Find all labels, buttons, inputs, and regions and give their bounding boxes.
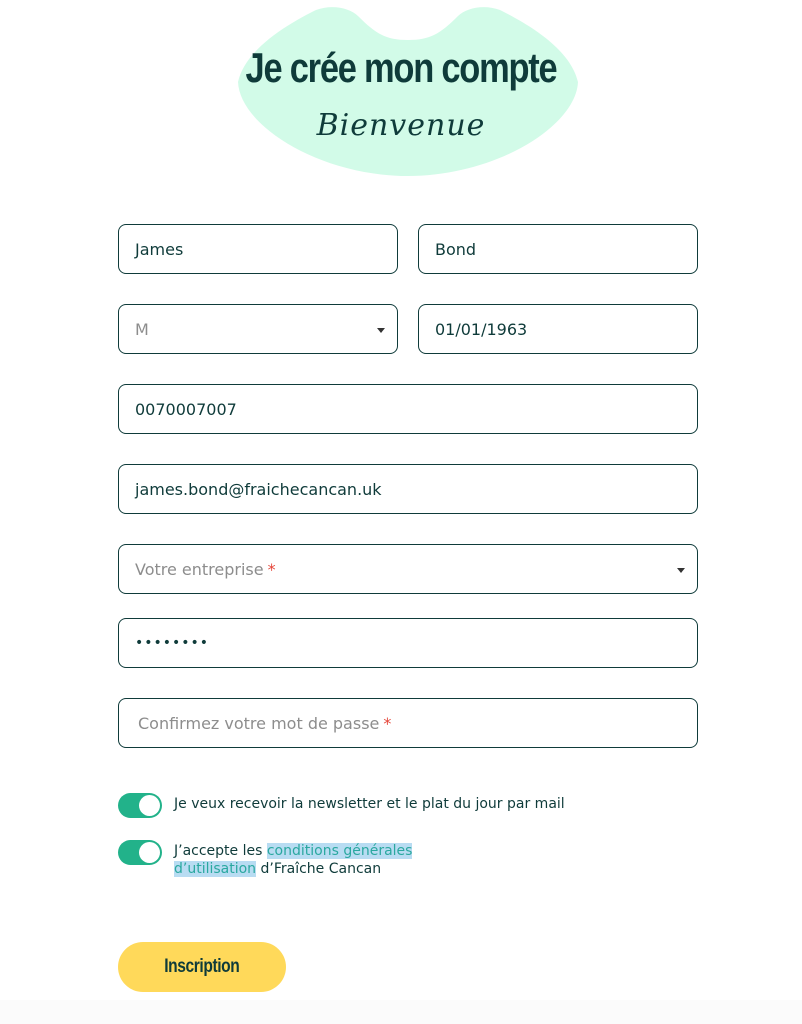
- header-blob-shape: [236, 6, 580, 178]
- company-placeholder: Votre entreprise: [135, 559, 264, 579]
- civility-value: M: [135, 319, 149, 339]
- password-value: ••••••••: [135, 635, 210, 651]
- signup-button-label: Inscription: [164, 956, 240, 977]
- terms-link-part2[interactable]: d’utilisation: [174, 861, 257, 877]
- terms-toggle[interactable]: [118, 840, 162, 865]
- newsletter-toggle[interactable]: [118, 793, 162, 818]
- page-title: Je crée mon compte: [245, 44, 557, 91]
- password-field[interactable]: [118, 618, 698, 668]
- page-header: [0, 0, 802, 200]
- chevron-down-icon: [677, 568, 685, 573]
- company-select[interactable]: [118, 544, 698, 594]
- toggle-knob: [139, 842, 160, 863]
- phone-value: 0070007007: [135, 399, 237, 419]
- last-name-field[interactable]: [418, 224, 698, 274]
- newsletter-label: Je veux recevoir la newsletter et le plat du jour par mail: [174, 796, 565, 812]
- civility-select[interactable]: [118, 304, 398, 354]
- email-field[interactable]: [118, 464, 698, 514]
- first-name-value: James: [135, 239, 184, 259]
- phone-field[interactable]: [118, 384, 698, 434]
- chevron-down-icon: [377, 328, 385, 333]
- required-mark: *: [267, 559, 276, 579]
- terms-prefix: J’accepte les: [174, 843, 267, 859]
- password-confirm-field[interactable]: [118, 698, 698, 748]
- birthdate-value: 01/01/1963: [435, 319, 528, 339]
- page-subtitle: Bienvenue: [316, 108, 486, 143]
- terms-suffix: d’Fraîche Cancan: [256, 861, 382, 877]
- last-name-value: Bond: [435, 239, 477, 259]
- password-confirm-placeholder: Confirmez votre mot de passe: [138, 713, 380, 733]
- email-value: james.bond@fraichecancan.uk: [135, 479, 382, 499]
- birthdate-field[interactable]: [418, 304, 698, 354]
- toggle-knob: [139, 795, 160, 816]
- signup-button[interactable]: [118, 942, 286, 992]
- required-mark: *: [383, 713, 392, 733]
- terms-link-part1[interactable]: conditions générales: [266, 843, 413, 859]
- page-footer-band: [0, 1000, 802, 1024]
- first-name-field[interactable]: [118, 224, 398, 274]
- terms-label: [174, 842, 414, 878]
